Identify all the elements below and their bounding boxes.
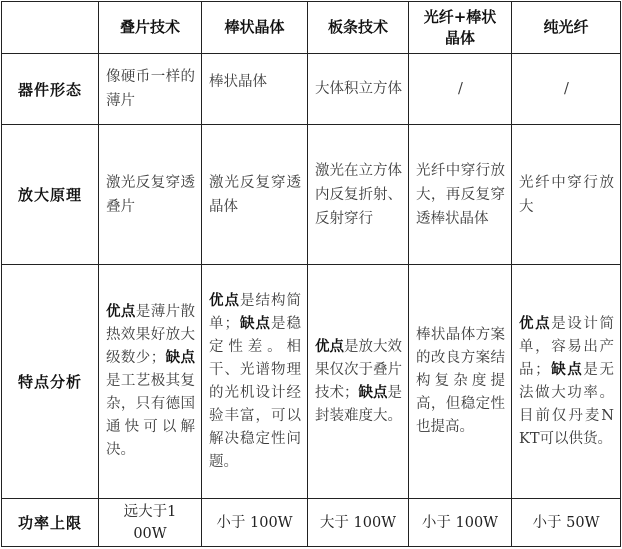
cons-label: 缺点 (165, 350, 196, 366)
cons-text: 是工艺极其复杂，只有德国通快可以解决。 (106, 373, 195, 458)
pros-label: 优点 (315, 338, 344, 355)
cons-label: 缺点 (358, 384, 388, 401)
power-lamination-value: 远大于100W (123, 503, 177, 542)
pros-text: 是薄片散热效果好放大级数少； (106, 304, 196, 366)
cons-label: 缺点 (549, 361, 584, 378)
power-rod-crystal: 小于 100W (202, 499, 308, 547)
form-lamination: 像硬币一样的薄片 (99, 54, 202, 125)
corner-cell (2, 2, 99, 54)
power-fiber-rod: 小于 100W (409, 499, 512, 547)
header-fiber-rod (409, 2, 512, 54)
comparison-table (1, 1, 621, 547)
form-fiber-rod: / (409, 54, 512, 125)
row-principle (2, 125, 621, 265)
principle-rod-crystal: 激光反复穿透晶体 (202, 125, 308, 265)
row-power (2, 499, 621, 547)
header-pure-fiber: 纯光纤 (512, 2, 621, 54)
principle-lamination: 激光反复穿透叠片 (99, 125, 202, 265)
pros-label: 优点 (519, 315, 552, 332)
pros-text: 是设计简单，容易出产品； (519, 315, 615, 378)
pros-label: 优点 (106, 304, 136, 320)
principle-slab: 激光在立方体内反复折射、反射穿行 (308, 125, 409, 265)
pros-text: 是放大效果仅次于叠片技术； (315, 338, 402, 401)
features-slab (308, 265, 409, 499)
header-slab: 板条技术 (308, 2, 409, 54)
power-slab: 大于 100W (308, 499, 409, 547)
features-rod-crystal (202, 265, 308, 499)
pros-label: 优点 (209, 292, 240, 309)
row-label-power: 功率上限 (2, 499, 99, 547)
row-label-form: 器件形态 (2, 54, 99, 125)
form-slab: 大体积立方体 (308, 54, 409, 125)
features-fiber-rod: 棒状晶体方案的改良方案结构复杂度提高，但稳定性也提高。 (409, 265, 512, 499)
features-lamination (99, 265, 202, 499)
form-rod-crystal: 棒状晶体 (202, 54, 308, 125)
power-pure-fiber: 小于 50W (512, 499, 621, 547)
row-features (2, 265, 621, 499)
cons-text: 是稳定性差。相干、光谱物理的光机设计经验丰富，可以解决稳定性问题。 (209, 315, 301, 470)
row-form (2, 54, 621, 125)
principle-pure-fiber: 光纤中穿行放大 (512, 125, 621, 265)
cons-label: 缺点 (239, 315, 271, 332)
form-pure-fiber: / (512, 54, 621, 125)
header-fiber-rod-label: 光纤+棒状晶体 (423, 7, 497, 47)
principle-fiber-rod: 光纤中穿行放大，再反复穿透棒状晶体 (409, 125, 512, 265)
cons-text: 是无法做大功率。目前仅丹麦NKT可以供货。 (519, 361, 615, 447)
row-label-principle: 放大原理 (2, 125, 99, 265)
header-lamination: 叠片技术 (99, 2, 202, 54)
header-rod-crystal: 棒状晶体 (202, 2, 308, 54)
cons-text: 是封装难度大。 (315, 384, 402, 424)
pros-text: 是结构简单； (209, 292, 301, 332)
power-lamination (99, 499, 202, 547)
row-label-features: 特点分析 (2, 265, 99, 499)
features-pure-fiber (512, 265, 621, 499)
header-row (2, 2, 621, 54)
